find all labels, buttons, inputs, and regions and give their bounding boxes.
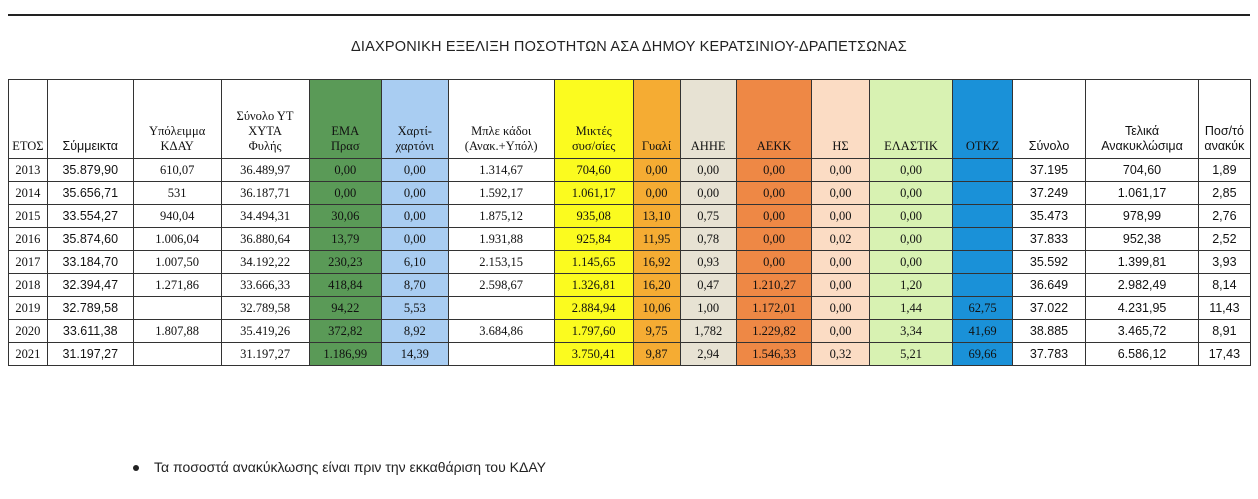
cell-glass: 11,95	[633, 228, 680, 251]
cell-total: 35.592	[1012, 251, 1086, 274]
header-paper-line: Χαρτί-	[397, 124, 432, 138]
cell-ema: 230,23	[309, 251, 382, 274]
cell-total: 35.473	[1012, 205, 1086, 228]
cell-glass: 9,75	[633, 320, 680, 343]
cell-hs: 0,00	[812, 320, 869, 343]
cell-pct: 2,76	[1198, 205, 1250, 228]
header-blue_bin-line: (Ανακ.+Υπόλ)	[464, 139, 538, 153]
cell-aihe: 1,00	[680, 297, 736, 320]
cell-blue_bin: 1.592,17	[448, 182, 554, 205]
header-aekk	[736, 80, 812, 159]
cell-glass: 13,10	[633, 205, 680, 228]
cell-ema: 0,00	[309, 159, 382, 182]
cell-pct: 8,91	[1198, 320, 1250, 343]
header-hs	[812, 80, 869, 159]
cell-kdau: 531	[133, 182, 221, 205]
table-row	[9, 297, 1251, 320]
cell-total_yt: 32.789,58	[221, 297, 309, 320]
table-row	[9, 251, 1251, 274]
bullet-dot-icon	[133, 465, 139, 471]
cell-kdau: 940,04	[133, 205, 221, 228]
cell-mixed: 35.656,71	[47, 182, 133, 205]
cell-total_yt: 33.666,33	[221, 274, 309, 297]
header-ema-line: ΕΜΑ	[331, 124, 360, 138]
cell-year: 2013	[9, 159, 48, 182]
cell-total: 37.022	[1012, 297, 1086, 320]
cell-blue_bin: 1.931,88	[448, 228, 554, 251]
cell-hs: 0,00	[812, 159, 869, 182]
cell-final_recyc: 952,38	[1086, 228, 1198, 251]
cell-ema: 1.186,99	[309, 343, 382, 366]
cell-blue_bin	[448, 343, 554, 366]
cell-total_yt: 36.489,97	[221, 159, 309, 182]
cell-paper: 0,00	[382, 205, 448, 228]
header-total-line: Σύνολο	[1028, 139, 1070, 153]
cell-glass: 16,92	[633, 251, 680, 274]
cell-kdau: 1.006,04	[133, 228, 221, 251]
cell-year: 2016	[9, 228, 48, 251]
cell-aekk: 0,00	[736, 205, 812, 228]
header-glass	[633, 80, 680, 159]
cell-otkz	[953, 205, 1012, 228]
cell-tyres: 3,34	[869, 320, 953, 343]
cell-aekk: 1.210,27	[736, 274, 812, 297]
cell-total_yt: 35.419,26	[221, 320, 309, 343]
cell-total_yt: 36.880,64	[221, 228, 309, 251]
cell-aekk: 0,00	[736, 228, 812, 251]
cell-total: 36.649	[1012, 274, 1086, 297]
cell-hs: 0,00	[812, 274, 869, 297]
cell-glass: 16,20	[633, 274, 680, 297]
top-rule	[8, 14, 1250, 16]
table-row	[9, 159, 1251, 182]
cell-mixed_pack: 704,60	[554, 159, 633, 182]
cell-blue_bin: 2.598,67	[448, 274, 554, 297]
cell-year: 2015	[9, 205, 48, 228]
cell-hs: 0,32	[812, 343, 869, 366]
footnote	[133, 459, 546, 475]
cell-total: 37.249	[1012, 182, 1086, 205]
header-blue_bin	[448, 80, 554, 159]
cell-total_yt: 34.192,22	[221, 251, 309, 274]
cell-pct: 1,89	[1198, 159, 1250, 182]
header-ema	[309, 80, 382, 159]
header-tyres	[869, 80, 953, 159]
cell-mixed_pack: 1.797,60	[554, 320, 633, 343]
header-mixed_pack-line: συσ/σίες	[571, 139, 616, 153]
cell-aihe: 2,94	[680, 343, 736, 366]
cell-ema: 13,79	[309, 228, 382, 251]
header-year	[9, 80, 48, 159]
cell-tyres: 0,00	[869, 205, 953, 228]
cell-mixed: 31.197,27	[47, 343, 133, 366]
header-pct-line: Ποσ/τό	[1204, 124, 1244, 138]
cell-hs: 0,00	[812, 297, 869, 320]
page-title: ΔΙΑΧΡΟΝΙΚΗ ΕΞΕΛΙΞΗ ΠΟΣΟΤΗΤΩΝ ΑΣΑ ΔΗΜΟΥ ΚΕΡΑΤΣΙΝΙΟΥ-ΔΡΑΠΕΤΣΩΝΑΣ	[351, 39, 907, 55]
cell-kdau: 1.007,50	[133, 251, 221, 274]
cell-kdau: 610,07	[133, 159, 221, 182]
cell-pct: 2,85	[1198, 182, 1250, 205]
cell-paper: 0,00	[382, 159, 448, 182]
cell-mixed_pack: 925,84	[554, 228, 633, 251]
cell-paper: 0,00	[382, 228, 448, 251]
cell-mixed: 33.611,38	[47, 320, 133, 343]
cell-mixed: 35.879,90	[47, 159, 133, 182]
cell-aihe: 1,782	[680, 320, 736, 343]
cell-hs: 0,00	[812, 182, 869, 205]
header-mixed-line: Σύμμεικτα	[62, 139, 119, 153]
cell-total: 37.195	[1012, 159, 1086, 182]
cell-aihe: 0,00	[680, 159, 736, 182]
header-final_recyc-line: Τελικά	[1124, 124, 1160, 138]
cell-final_recyc: 2.982,49	[1086, 274, 1198, 297]
header-total_yt-line: Φυλής	[248, 139, 282, 153]
cell-pct: 17,43	[1198, 343, 1250, 366]
cell-otkz	[953, 159, 1012, 182]
cell-aekk: 0,00	[736, 159, 812, 182]
cell-aekk: 1.229,82	[736, 320, 812, 343]
header-pct	[1198, 80, 1250, 159]
cell-otkz	[953, 182, 1012, 205]
cell-tyres: 0,00	[869, 159, 953, 182]
header-aihe-line: ΑΗΗΕ	[690, 139, 726, 153]
header-mixed_pack-line: Μικτές	[575, 124, 612, 138]
cell-mixed: 33.554,27	[47, 205, 133, 228]
header-paper	[382, 80, 448, 159]
cell-aihe: 0,47	[680, 274, 736, 297]
cell-year: 2019	[9, 297, 48, 320]
cell-ema: 418,84	[309, 274, 382, 297]
cell-blue_bin: 1.314,67	[448, 159, 554, 182]
header-kdau-line: Υπόλειμμα	[149, 124, 206, 138]
cell-tyres: 1,20	[869, 274, 953, 297]
cell-tyres: 0,00	[869, 182, 953, 205]
cell-tyres: 0,00	[869, 228, 953, 251]
cell-hs: 0,00	[812, 205, 869, 228]
cell-otkz: 41,69	[953, 320, 1012, 343]
cell-hs: 0,00	[812, 251, 869, 274]
cell-pct: 8,14	[1198, 274, 1250, 297]
table-row	[9, 182, 1251, 205]
cell-aihe: 0,78	[680, 228, 736, 251]
cell-glass: 10,06	[633, 297, 680, 320]
cell-aihe: 0,00	[680, 182, 736, 205]
cell-year: 2018	[9, 274, 48, 297]
cell-tyres: 1,44	[869, 297, 953, 320]
header-total_yt-line: Σύνολο ΥΤ	[236, 109, 294, 123]
cell-ema: 372,82	[309, 320, 382, 343]
cell-mixed_pack: 3.750,41	[554, 343, 633, 366]
cell-final_recyc: 704,60	[1086, 159, 1198, 182]
header-year-line: ΕΤΟΣ	[12, 139, 44, 153]
cell-glass: 0,00	[633, 182, 680, 205]
table-row	[9, 343, 1251, 366]
cell-otkz: 69,66	[953, 343, 1012, 366]
cell-aekk: 0,00	[736, 251, 812, 274]
cell-mixed_pack: 1.326,81	[554, 274, 633, 297]
cell-paper: 14,39	[382, 343, 448, 366]
cell-ema: 94,22	[309, 297, 382, 320]
cell-ema: 30,06	[309, 205, 382, 228]
header-aekk-line: ΑΕΚΚ	[756, 139, 792, 153]
cell-pct: 11,43	[1198, 297, 1250, 320]
header-final_recyc-line: Ανακυκλώσιμα	[1101, 139, 1183, 153]
cell-aihe: 0,75	[680, 205, 736, 228]
cell-pct: 2,52	[1198, 228, 1250, 251]
cell-blue_bin: 1.875,12	[448, 205, 554, 228]
cell-glass: 0,00	[633, 159, 680, 182]
cell-otkz	[953, 228, 1012, 251]
cell-mixed_pack: 1.145,65	[554, 251, 633, 274]
cell-paper: 5,53	[382, 297, 448, 320]
cell-kdau: 1.271,86	[133, 274, 221, 297]
cell-pct: 3,93	[1198, 251, 1250, 274]
cell-aekk: 1.172,01	[736, 297, 812, 320]
cell-final_recyc: 1.061,17	[1086, 182, 1198, 205]
header-blue_bin-line: Μπλε κάδοι	[471, 124, 532, 138]
cell-year: 2020	[9, 320, 48, 343]
table-body	[9, 159, 1251, 366]
cell-mixed_pack: 935,08	[554, 205, 633, 228]
cell-mixed: 35.874,60	[47, 228, 133, 251]
cell-mixed: 32.789,58	[47, 297, 133, 320]
cell-blue_bin	[448, 297, 554, 320]
cell-final_recyc: 978,99	[1086, 205, 1198, 228]
cell-year: 2017	[9, 251, 48, 274]
cell-hs: 0,02	[812, 228, 869, 251]
table-row	[9, 320, 1251, 343]
cell-otkz	[953, 274, 1012, 297]
cell-aekk: 0,00	[736, 182, 812, 205]
header-otkz	[953, 80, 1012, 159]
header-pct-line: ανακύκ	[1204, 139, 1245, 153]
cell-mixed_pack: 2.884,94	[554, 297, 633, 320]
header-ema-line: Πρασ	[331, 139, 360, 153]
cell-total_yt: 31.197,27	[221, 343, 309, 366]
cell-final_recyc: 6.586,12	[1086, 343, 1198, 366]
header-aihe	[680, 80, 736, 159]
table-row	[9, 228, 1251, 251]
cell-otkz	[953, 251, 1012, 274]
cell-kdau	[133, 343, 221, 366]
cell-mixed: 33.184,70	[47, 251, 133, 274]
cell-total: 37.783	[1012, 343, 1086, 366]
header-tyres-line: ΕΛΑΣΤΙΚ	[884, 139, 938, 153]
header-kdau	[133, 80, 221, 159]
cell-kdau	[133, 297, 221, 320]
cell-paper: 8,92	[382, 320, 448, 343]
table-row	[9, 274, 1251, 297]
header-mixed	[47, 80, 133, 159]
header-total	[1012, 80, 1086, 159]
cell-year: 2014	[9, 182, 48, 205]
cell-mixed_pack: 1.061,17	[554, 182, 633, 205]
cell-total_yt: 34.494,31	[221, 205, 309, 228]
cell-blue_bin: 2.153,15	[448, 251, 554, 274]
cell-total_yt: 36.187,71	[221, 182, 309, 205]
header-otkz-line: ΟΤΚΖ	[965, 139, 1000, 153]
cell-tyres: 5,21	[869, 343, 953, 366]
cell-final_recyc: 4.231,95	[1086, 297, 1198, 320]
header-mixed_pack	[554, 80, 633, 159]
header-glass-line: Γυαλί	[641, 139, 672, 153]
cell-final_recyc: 3.465,72	[1086, 320, 1198, 343]
waste-quantities-table	[8, 79, 1251, 366]
cell-year: 2021	[9, 343, 48, 366]
cell-total: 38.885	[1012, 320, 1086, 343]
cell-ema: 0,00	[309, 182, 382, 205]
cell-aekk: 1.546,33	[736, 343, 812, 366]
cell-final_recyc: 1.399,81	[1086, 251, 1198, 274]
cell-tyres: 0,00	[869, 251, 953, 274]
header-paper-line: χαρτόνι	[395, 139, 434, 153]
cell-kdau: 1.807,88	[133, 320, 221, 343]
cell-paper: 8,70	[382, 274, 448, 297]
cell-glass: 9,87	[633, 343, 680, 366]
cell-mixed: 32.394,47	[47, 274, 133, 297]
header-hs-line: ΗΣ	[832, 139, 849, 153]
cell-otkz: 62,75	[953, 297, 1012, 320]
cell-paper: 0,00	[382, 182, 448, 205]
cell-total: 37.833	[1012, 228, 1086, 251]
header-final_recyc	[1086, 80, 1198, 159]
footnote-text: Τα ποσοστά ανακύκλωσης είναι πριν την εκκαθάριση του ΚΔΑΥ	[154, 459, 546, 475]
cell-aihe: 0,93	[680, 251, 736, 274]
table-row	[9, 205, 1251, 228]
header-kdau-line: ΚΔΑΥ	[160, 139, 194, 153]
header-row	[9, 80, 1251, 159]
header-total_yt-line: ΧΥΤΑ	[248, 124, 282, 138]
cell-paper: 6,10	[382, 251, 448, 274]
header-total_yt	[221, 80, 309, 159]
cell-blue_bin: 3.684,86	[448, 320, 554, 343]
